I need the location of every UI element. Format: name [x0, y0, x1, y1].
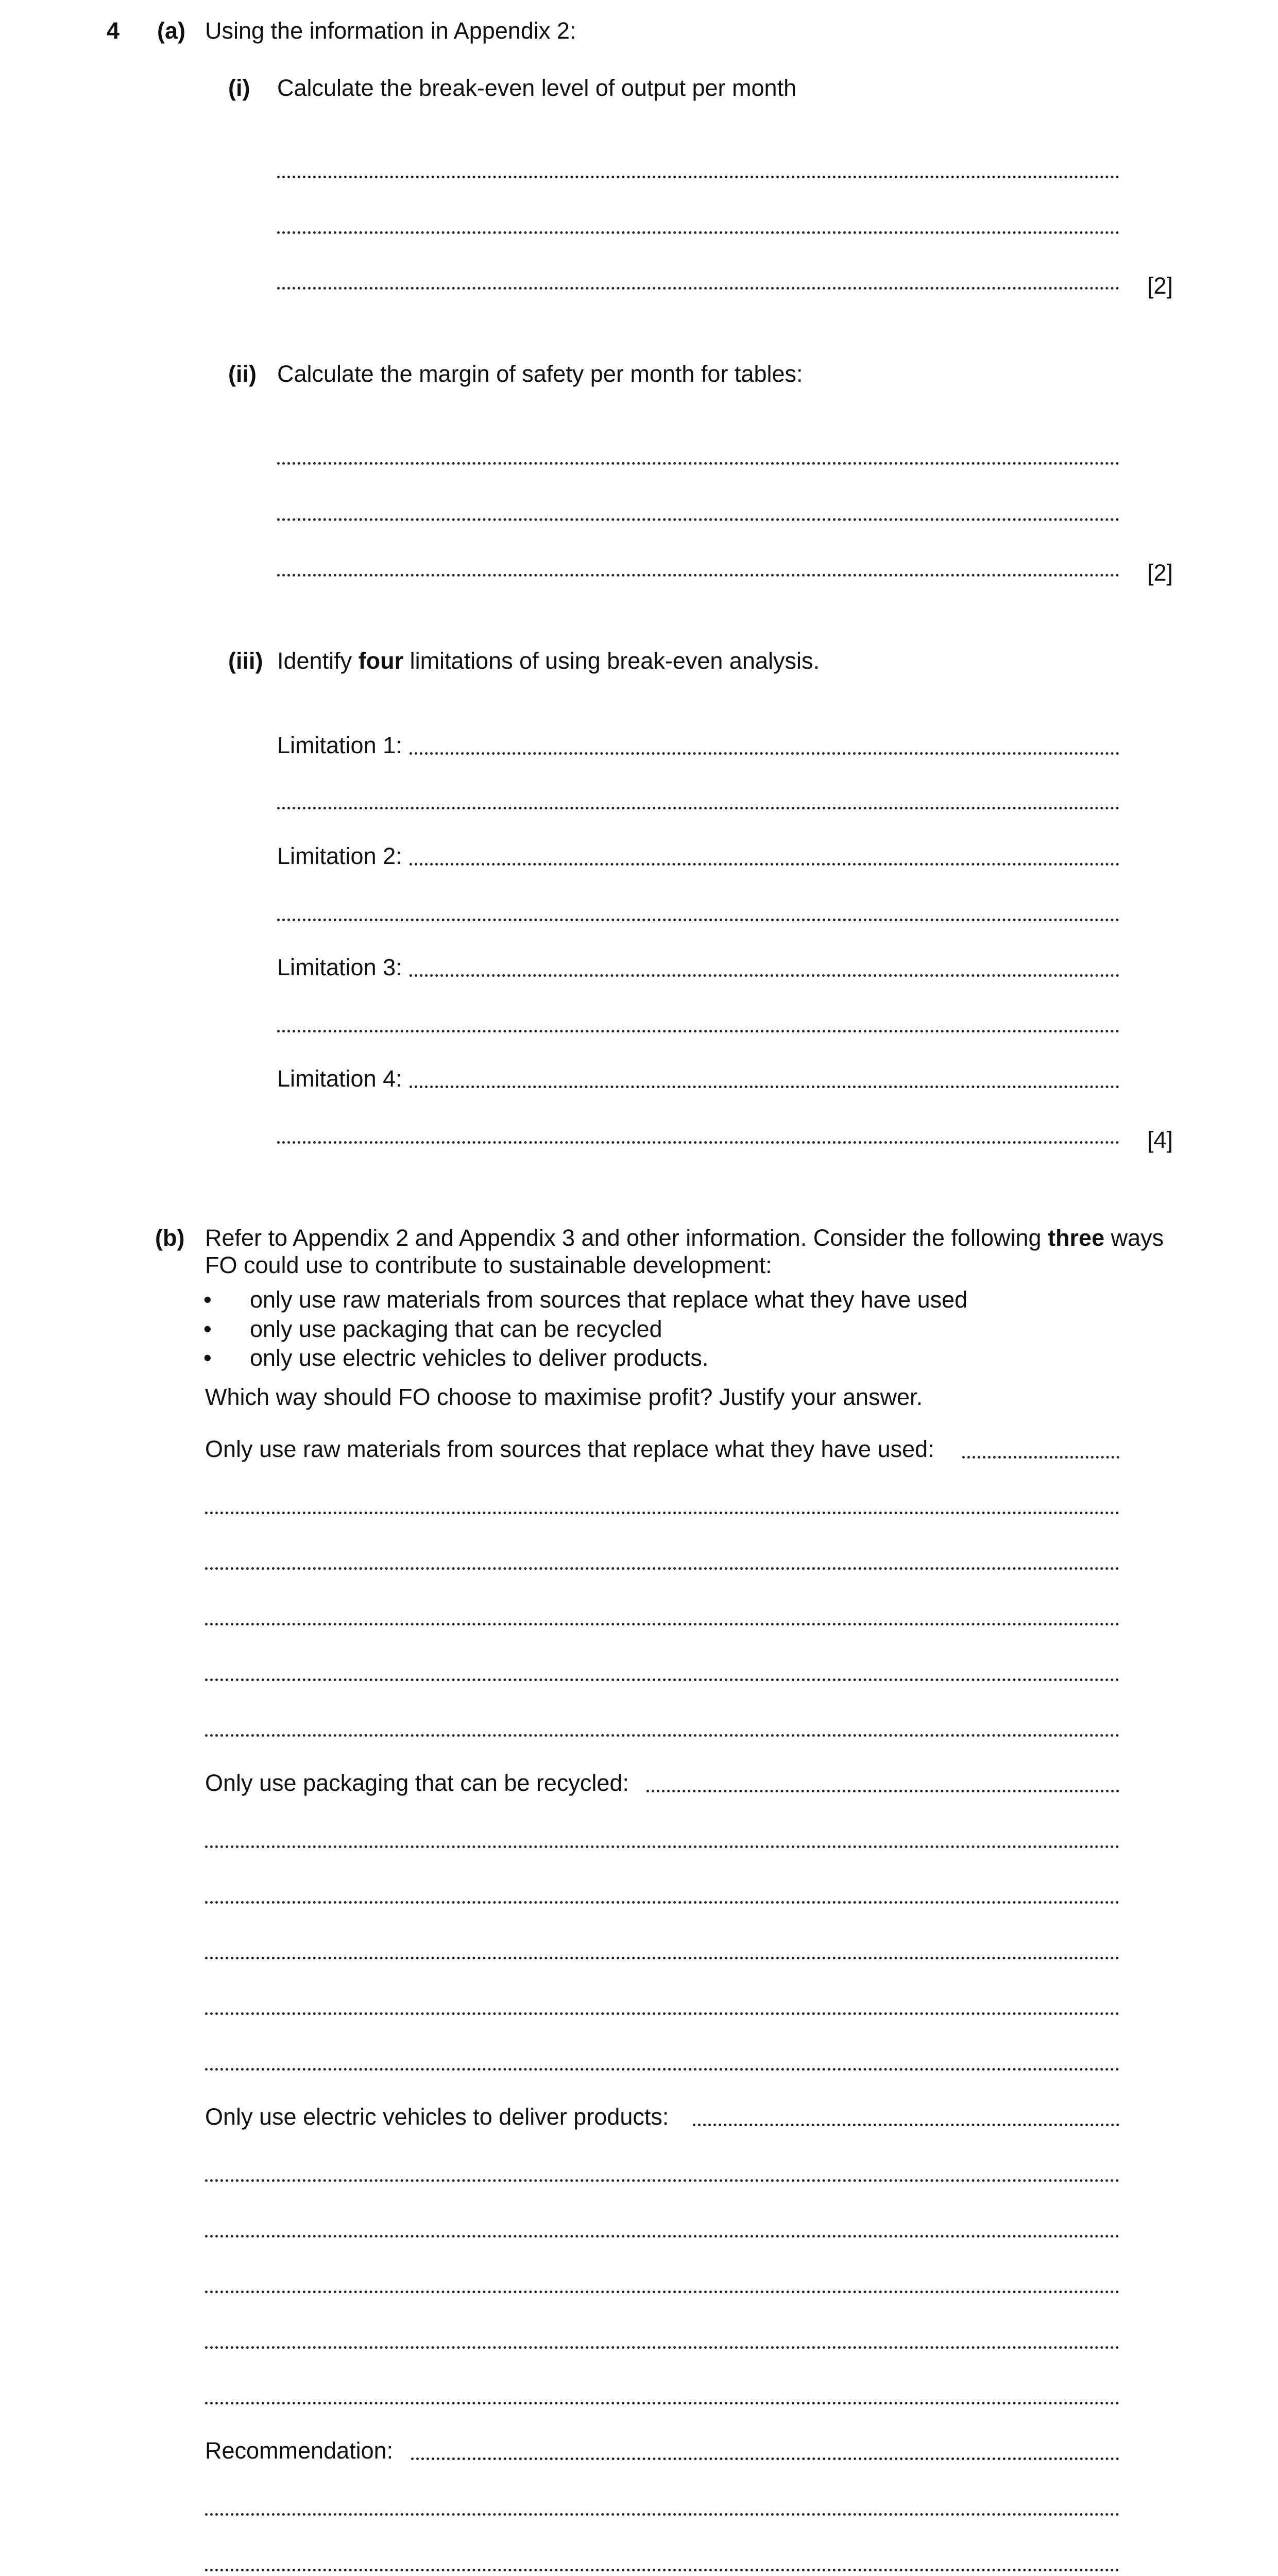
- limitation-label: Limitation 2:: [277, 843, 402, 869]
- subpart-iii-text-part: limitations of using break-even analysis.: [403, 648, 820, 674]
- answer-line[interactable]: [205, 1957, 1119, 1959]
- part-a-intro: Using the information in Appendix 2:: [205, 18, 576, 44]
- answer-line[interactable]: [410, 752, 1119, 755]
- answer-line[interactable]: [411, 2458, 1119, 2460]
- answer-line[interactable]: [410, 974, 1119, 977]
- subpart-ii-label: (ii): [228, 361, 257, 387]
- answer-line[interactable]: [277, 1141, 1119, 1144]
- answer-line[interactable]: [205, 2179, 1119, 2182]
- subpart-iii-text: [277, 648, 820, 674]
- answer-line[interactable]: [205, 1901, 1119, 1904]
- answer-line[interactable]: [205, 1567, 1119, 1570]
- answer-line[interactable]: [205, 2346, 1119, 2349]
- marks-label: [2]: [1147, 560, 1173, 586]
- bullet-text: only use packaging that can be recycled: [250, 1316, 662, 1342]
- answer-line[interactable]: [410, 1086, 1119, 1088]
- answer-line[interactable]: [205, 2012, 1119, 2015]
- part-b-intro-part: Refer to Appendix 2 and Appendix 3 and other information. Consider the following: [205, 1225, 1048, 1251]
- option-label: Only use electric vehicles to deliver products:: [205, 2104, 669, 2130]
- bullet-text: only use electric vehicles to deliver products.: [250, 1345, 709, 1371]
- answer-line[interactable]: [205, 1845, 1119, 1848]
- part-b-label: (b): [155, 1225, 185, 1251]
- part-b-intro-bold: three: [1048, 1225, 1105, 1251]
- subpart-i-label: (i): [228, 75, 250, 101]
- answer-line[interactable]: [205, 2569, 1119, 2571]
- answer-line[interactable]: [277, 462, 1119, 465]
- answer-line[interactable]: [277, 1030, 1119, 1032]
- answer-line[interactable]: [205, 2513, 1119, 2516]
- answer-line[interactable]: [277, 518, 1119, 521]
- subpart-iii-text-part: Identify: [277, 648, 359, 674]
- bullet-icon: •: [203, 1286, 212, 1313]
- limitation-label: Limitation 4:: [277, 1065, 402, 1092]
- part-b-question: Which way should FO choose to maximise profit? Justify your answer.: [205, 1384, 923, 1410]
- answer-line[interactable]: [277, 231, 1119, 234]
- marks-label: [4]: [1147, 1127, 1173, 1153]
- part-b-intro-line1: [205, 1225, 1164, 1251]
- option-label: Only use packaging that can be recycled:: [205, 1770, 629, 1796]
- answer-line[interactable]: [277, 287, 1119, 290]
- subpart-ii-text: Calculate the margin of safety per month for tables:: [277, 361, 803, 387]
- answer-line[interactable]: [410, 863, 1119, 866]
- answer-line[interactable]: [646, 1790, 1119, 1792]
- answer-line[interactable]: [205, 2068, 1119, 2071]
- answer-line[interactable]: [962, 1456, 1119, 1459]
- answer-line[interactable]: [205, 2235, 1119, 2238]
- answer-line[interactable]: [205, 2291, 1119, 2293]
- subpart-iii-bold: four: [358, 648, 404, 674]
- part-a-label: (a): [157, 18, 185, 44]
- marks-label: [2]: [1147, 273, 1173, 299]
- answer-line[interactable]: [693, 2124, 1119, 2126]
- limitation-label: Limitation 3:: [277, 954, 402, 980]
- subpart-iii-label: (iii): [228, 648, 263, 674]
- limitation-label: Limitation 1:: [277, 732, 402, 758]
- answer-line[interactable]: [205, 1512, 1119, 1514]
- answer-line[interactable]: [205, 1679, 1119, 1681]
- subpart-i-text: Calculate the break-even level of output per month: [277, 75, 797, 101]
- option-label: Only use raw materials from sources that replace what they have used:: [205, 1436, 934, 1462]
- answer-line[interactable]: [205, 1734, 1119, 1737]
- answer-line[interactable]: [277, 807, 1119, 809]
- answer-line[interactable]: [205, 1623, 1119, 1625]
- answer-line[interactable]: [277, 176, 1119, 178]
- answer-line[interactable]: [205, 2402, 1119, 2404]
- part-b-intro-part: ways: [1104, 1225, 1164, 1251]
- question-number: 4: [107, 18, 120, 44]
- answer-line[interactable]: [277, 919, 1119, 921]
- bullet-text: only use raw materials from sources that replace what they have used: [250, 1286, 968, 1313]
- part-b-intro-line2: FO could use to contribute to sustainable development:: [205, 1252, 772, 1278]
- answer-line[interactable]: [277, 574, 1119, 577]
- bullet-icon: •: [203, 1345, 212, 1371]
- recommendation-label: Recommendation:: [205, 2437, 394, 2464]
- bullet-icon: •: [203, 1316, 212, 1342]
